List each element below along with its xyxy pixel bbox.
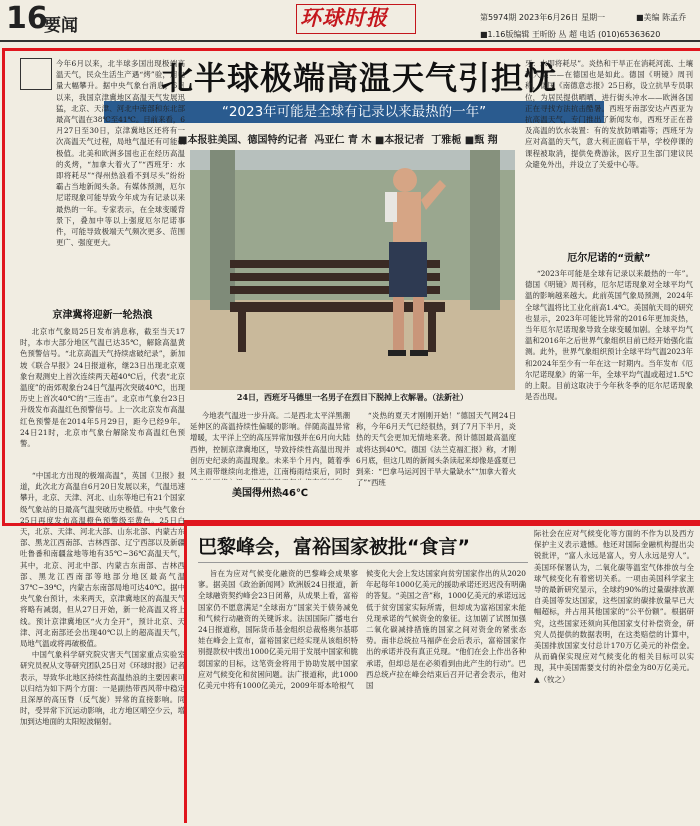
photo-caption: 24日，西班牙马德里一名男子在烈日下脱掉上衣解暑。（法新社）: [236, 392, 469, 402]
article-2-col-3: [534, 528, 694, 818]
article-2-col-1: [198, 568, 358, 816]
photo-illustration: [190, 150, 515, 390]
editor-line: ■1.16版编辑 王昕盼 丛 超 电话 (010)65363620: [480, 30, 661, 39]
masthead: [0, 0, 700, 42]
article-2-col-2: [366, 568, 526, 816]
article-1-para-6: “2023年可能是全球有记录以来最热的一年”。德国《明镜》周刊称，厄尔尼诺现象对全球平均气温的影响越来越大。此前英国气象局预测，2024年全球气温将比工业化前高1.4℃。美国航天局的研究也显示，2023年可能比异常的2016年更加炎热，当年厄尔尼诺现象导致全球变暖加剧。全球平均气温和2016年之后世界气象组织目前已经开始强化监测。此外，世界气象组织预计全球平均气温2023年和2024年至少有一年在这一时期内。当年发布《厄尔尼诺现象》的第一年，全球平均气温或超过1.5℃的上限。目前这取决于今年秋冬季的厄尔尼诺现象是否出现。: [525, 269, 693, 402]
article-1-sub-1: 京津冀将迎新一轮热浪: [52, 310, 153, 321]
section-name: 要闻: [44, 16, 78, 36]
article-1-para-5: 牙：水即将耗尽”。炎热和干旱正在消耗河流、土壤和人类——在德国也是如此。德国《明镜》周刊称，德国《南德意志报》25日称，设立抗旱专员职位，为居民提供晒晒、进行街头冲水——欧洲各国正在寻找方法抗击酷暑。西班牙南部安达卢西亚为抗高温天气，专门推出了新闻发布，西班牙正在普及高温的饮水装置：有的发放防晒霜等；西班牙为应对高温的天气，意大利正面临干旱，学校停课的课程被取消，提供免费游泳，医疗卫生部门建议民众避免外出，并设立了关爱中心等。: [525, 59, 693, 169]
article-2-headline: 巴黎峰会，富裕国家被批“食言”: [198, 536, 470, 558]
article-1-col-1b: [20, 326, 185, 466]
photo: [190, 150, 515, 390]
headline-rule: [198, 562, 528, 563]
article-1-right-col: [525, 58, 693, 238]
article-1-subheadline: “2023年可能是全球有记录以来最热的一年”: [221, 104, 487, 120]
article-1-col-1: [20, 58, 185, 288]
article-1-byline: ■本报驻美国、德国特约记者 冯亚仁 青 木 ■本报记者 丁雅栀 ■甄 翔: [178, 135, 498, 146]
article-1-para-8: 中国气象科学研究院灾害天气国家重点实验室研究员祝从文等研究团队25日对《环球时报》记者表示，导致华北地区持续性高温热浪的主要因素可以归结为如下两个方面：一是副热带西风带中稳定且深厚的高压脊（反气旋）异常的直接影响。同时，受异常下沉运动影响，北方地区晴空少云，增加到达地面的太阳短波辐射。: [20, 650, 185, 727]
article-1-para-7: “中国北方出现的极端高温”，英国《卫报》报道，此次北方高温自6月20日发展以来，气温迅速攀升，北京、天津、河北、山东等地已有21个国家级气象站的日最高气温突破历史极值。中央气象台25日再度发布高温橙色预警级至黄色。25日白天，北京、天津、河北大部、山东北部、内蒙古东部、黑龙江西南部、吉林西部、辽宁西部以及新疆吐鲁番和南疆盆地等地有35℃~36℃高温天气，其中，北京、河北中部、内蒙古东南部、吉林西部、黑龙江西南部等地部分地区最高气温37℃~39℃，内蒙古东南部局地可达40℃。据中央气象台预计，未来两天，京津冀地区的高温天气将略有减弱，但从27日开始，新一轮高温又将上线。预计京津冀地区“火力全开”，预计北京、天津、河北南部还会出现40℃以上的超高温天气，局地气温或将再破极值。: [20, 471, 185, 649]
article-1-para-2: 北京市气象局25日发布消息称，截至当天17时，本市大部分地区气温已达35℃，解除高温黄色预警信号。“北京高温天气持续虐破纪录”，新加坡《联合早报》24日报道称，继23日出现北京观象台观测史上首次连续两天超40℃后，代表“北京温度”的南郊观象台24日气温再次突破40℃，出现历史上首次40℃的“三连击”。北京市气象台23日升级发布高温红色预警信号。上一次北京发布高温红色预警是在2014年5月29日，距今已经9年。24日21时，北京市气象台解除发布高温红色预警。: [20, 327, 185, 449]
issue-line: 第5974期 2023年6月26日 星期一: [480, 13, 606, 22]
article-1-mid-col-2: [356, 410, 516, 510]
designer-line: ■美编 陈孟乔: [636, 13, 687, 22]
article-1-col-1c: [20, 470, 185, 820]
article-2-para-2: 候变化大会上发达国家向贫穷国家作出的从2020年起每年1000亿美元的援助承诺还迟迟没有明确的答复。“美国之音”称，1000亿美元的承诺远远低于贫穷国家实际所需，但却成为富裕国家未能兑现承诺的气候资金的象征。这加剧了试图加强二氧化碳减排措施的国家之间对资金的紧张态势。南非总统拉马福萨在会后表示，富裕国家作出的承诺并没有真正兑现。“他们在会上作出各种承诺，但却总是在必须看到由此产生的行动”。巴西总统卢拉在峰会结束后召开记者会表示，他对国: [366, 569, 526, 691]
article-1-headline: 北半球极端高温天气引担忧: [160, 59, 557, 97]
article-2-para-3: 际社会在应对气候变化等方面的不作为以及西方保护主义表示遗憾。他还对国际金融机构提出尖锐批评，“富人永远是富人，穷人永远是穷人”。美国环保署认为，二氧化碳等温室气体排放与全球气候变化有着密切关系。一项由美国科学家主导的最新研究显示，全球约90%的过量碳排放源自美国等发达国家，这些国家的碳排放量早已大幅超标，并占用其他国家的“公平份额”。根据研究，这些国家还须向其他国家支付补偿资金，研究人员提供的数据表明，在这类赔偿的计算中，美国排放国家支付总计170万亿美元的补偿金。从而确保实现应对气候变化的相关目标可以实现，其中美国需要支付的补偿金为80万亿美元。▲（牧之）: [534, 529, 694, 684]
article-1-right-col-2: [525, 268, 693, 508]
article-1-para-4: “炎热的夏天才刚刚开始！”德国天气网24日称，今年6月天气已经很热，到了7月下半月，炎热的天气会更加无情地来袭。预计德国最高温度或将达到40℃。德国《法兰克福汇报》称，才刚6月底，但这几周的新闻头条读起来却像是盛夏已到来：“巴拿马运河因干旱大量缺水”“加拿大着火了”“西班: [356, 411, 516, 488]
masthead-rule: [0, 40, 700, 42]
logo: 环球时报: [300, 5, 388, 30]
article-1-mid-col: [190, 410, 350, 480]
article-1-sub-3: 厄尔尼诺的“贡献”: [567, 253, 651, 264]
article-2-para-1: 旨在为应对气候变化融资的巴黎峰会成果寥寥。据美国《政治新闻网》欧洲版24日报道，新全球融资契约峰会23日闭幕，从成果上看，富裕国家仍不愿意满足“全球南方”国家关于债务减免和气候行动融资的关键诉求。法国国际广播电台24日报道称，国际货币基金组织总裁格奥尔基耶娃在峰会上宣布，富裕国家已经实现从该组织特别提款权中拨出1000亿美元用于发展中国家和脆弱国家的目标，这笔资金将用于协助发展中国家应对气候变化和贫困问题。法广报道称，此1000亿美元中将有1000亿美元，2009年哥本哈根气: [198, 569, 358, 691]
article-1-para-3: 今地表气温进一步升高。二是西北太平洋黑潮延伸区的高温持续性偏暖的影响。伴随高温异常增暖，太平洋上空的高压异常加强并在6月向大陆西伸，控制京津冀地区，导致持续性高温出现并创历史纪录的高温现象。未来半个月内，随着季风主雨带继续向北推进，江南梅雨结束后，同时: [190, 411, 350, 477]
article-1-lead: 今年6月以来，北半球多国出现极端高温天气，民众生活生产遇“烤”验，用电量大幅攀升。据中央气象台消息，6月以来，我国京津冀地区高温天气发展迅猛，北京、天津、河北中南部和东北部最高气温在38℃至41℃。目前来看，6月27日至30日，京津冀地区还将有一次高温天气过程，局地气温还有可能破极值。北美和欧洲多国也正在经历高温的炙烤，“加拿大着火了”“西班牙：水即将耗尽”“得州热浪看不到尽头”纷纷霸占当地新闻头条。有媒体预测，厄尔尼诺现象可能导致今年成为有记录以来最热的一年。专家表示，在全球变暖背景下，叠加中等以上强度厄尔尼诺事件，可能导致极端天气频次更多、范围更广、强度更大。: [56, 59, 185, 248]
page-number: 16: [6, 1, 48, 36]
article-1-sub-2: 美国得州热46℃: [231, 488, 309, 499]
